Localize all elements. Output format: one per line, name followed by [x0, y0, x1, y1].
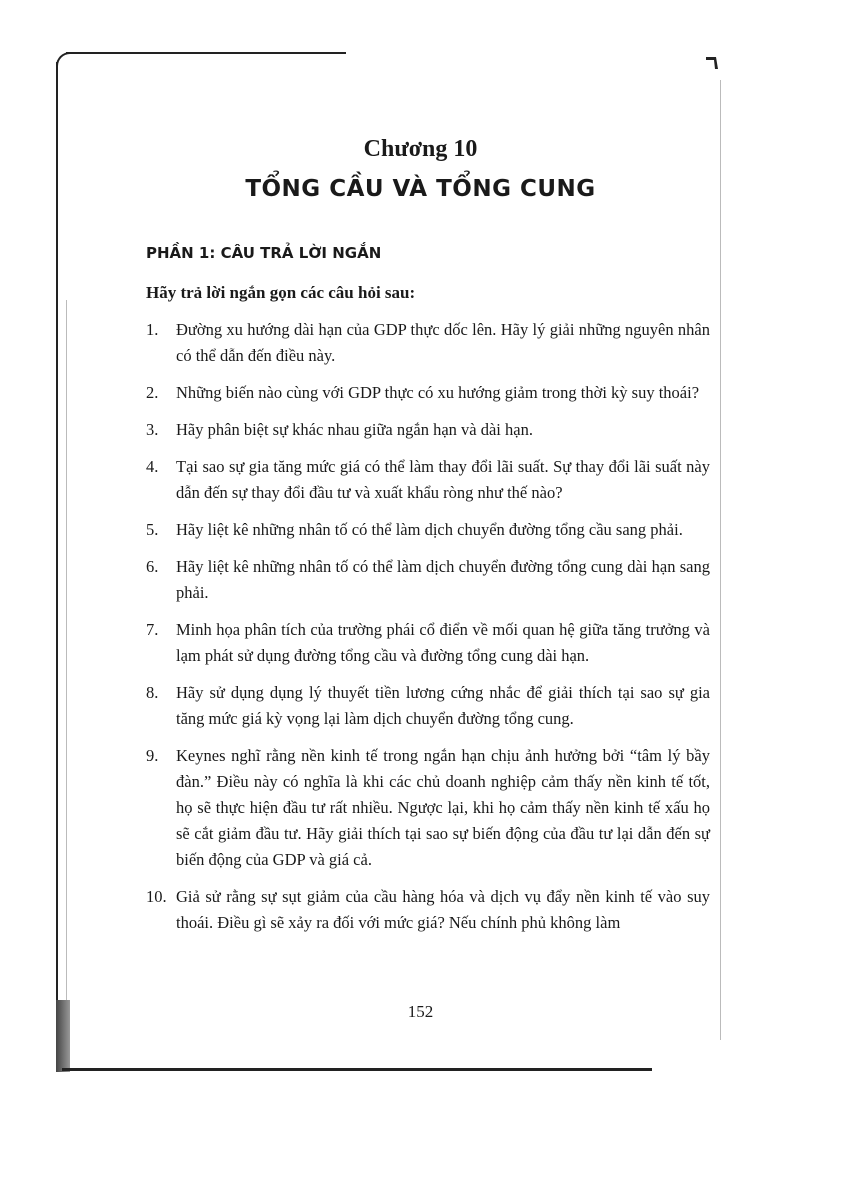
- section-heading: PHẦN 1: CÂU TRẢ LỜI NGẮN: [146, 244, 382, 262]
- page-number: 152: [407, 1002, 434, 1021]
- instruction-text: Hãy trả lời ngắn gọn các câu hỏi sau:: [146, 283, 416, 302]
- scan-edge-line: [66, 300, 67, 1000]
- question-text: Minh họa phân tích của trường phái cổ điển về mối quan hệ giữa tăng trưởng và lạm phát sử dụng đường tổng cầu và đường tổng cung dài hạn.: [176, 620, 710, 665]
- question-item: [146, 380, 710, 406]
- question-item: [146, 680, 710, 732]
- question-text: Hãy sử dụng dụng lý thuyết tiền lương cứng nhắc để giải thích tại sao sự gia tăng mức giá kỳ vọng lại làm dịch chuyển đường tổng cung.: [176, 683, 710, 728]
- question-text: Tại sao sự gia tăng mức giá có thể làm thay đổi lãi suất. Sự thay đổi lãi suất này dẫn đến sự thay đổi đầu tư và xuất khẩu ròng như thế nào?: [176, 457, 710, 502]
- question-number: 10.: [146, 887, 167, 906]
- question-item: [146, 517, 710, 543]
- page-frame-corner: [56, 52, 74, 70]
- question-text: Hãy liệt kê những nhân tố có thể làm dịch chuyển đường tổng cầu sang phải.: [176, 520, 683, 539]
- question-text: Đường xu hướng dài hạn của GDP thực dốc lên. Hãy lý giải những nguyên nhân có thể dẫn đến điều này.: [176, 320, 710, 365]
- page-frame-bottom-rule: [62, 1068, 652, 1071]
- question-item: [146, 454, 710, 506]
- page-frame-left-rule: [56, 62, 58, 1062]
- question-number: 7.: [146, 620, 159, 639]
- question-item: [146, 617, 710, 669]
- question-item: [146, 743, 710, 873]
- question-text: Keynes nghĩ rằng nền kinh tế trong ngắn hạn chịu ảnh hưởng bởi “tâm lý bầy đàn.” Điều này có nghĩa là khi các chủ doanh nghiệp cảm thấy nền kinh tế tốt, họ sẽ thực hiện đầu tư rất nhiều. Ngược lại, khi họ cảm thấy nền kinh tế xấu họ sẽ cắt giảm đầu tư. Hãy giải thích tại sao sự biến động của đầu tư lại dẫn đến sự biến động của GDP và giá cả.: [176, 746, 710, 869]
- question-text: Những biến nào cùng với GDP thực có xu hướng giảm trong thời kỳ suy thoái?: [176, 383, 700, 402]
- scan-edge-line: [720, 80, 721, 1040]
- chapter-title: TỔNG CẦU VÀ TỔNG CUNG: [245, 176, 596, 202]
- question-number: 1.: [146, 320, 159, 339]
- corner-mark-icon: [706, 55, 720, 69]
- page-frame-top-rule: [66, 52, 346, 54]
- question-number: 6.: [146, 557, 159, 576]
- question-text: Hãy phân biệt sự khác nhau giữa ngắn hạn và dài hạn.: [176, 420, 533, 439]
- question-number: 8.: [146, 683, 159, 702]
- question-item: [146, 317, 710, 369]
- question-text: Giả sử rằng sự sụt giảm của cầu hàng hóa và dịch vụ đẩy nền kinh tế vào suy thoái. Điều gì sẽ xảy ra đối với mức giá? Nếu chính phủ không làm: [176, 887, 710, 932]
- question-item: [146, 417, 710, 443]
- question-number: 9.: [146, 746, 159, 765]
- question-item: [146, 884, 710, 936]
- question-number: 4.: [146, 457, 159, 476]
- question-list: [146, 317, 710, 947]
- chapter-heading: Chương 10: [363, 136, 478, 162]
- question-number: 3.: [146, 420, 159, 439]
- question-text: Hãy liệt kê những nhân tố có thể làm dịch chuyển đường tổng cung dài hạn sang phải.: [176, 557, 710, 602]
- question-item: [146, 554, 710, 606]
- question-number: 5.: [146, 520, 159, 539]
- question-number: 2.: [146, 383, 159, 402]
